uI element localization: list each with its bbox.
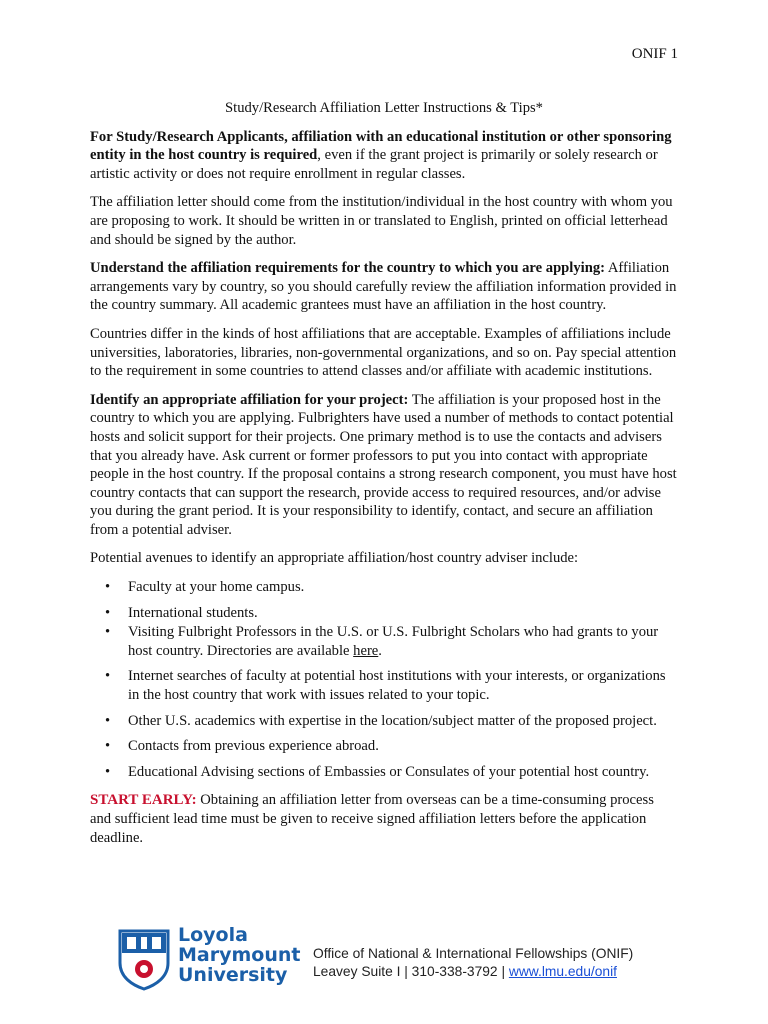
paragraph-countries-differ: Countries differ in the kinds of host affiliations that are acceptable. Examples of affiliations include universities, laboratories, libraries, non-governmental organizations, and so on. Pay special attention to the requirement in some countries to attend classes and/or affiliate with academic institutions.: [90, 325, 677, 380]
paragraph-requirements: [90, 259, 678, 315]
footer: [118, 925, 678, 995]
requirements-text: Affiliation arrangements vary by country, so you should carefully review the affiliation information provided in the country summary. All academic grantees must have an affiliation in the host country.: [90, 260, 677, 314]
identify-affiliation-text: The affiliation is your proposed host in the country to which you are applying. Fulbrighters have used a number of methods to contact potential hosts and solicit support for their projects. One primary method is to use the contacts and advisers that you already have. Ask current or former professors to put you into contact with appropriate people in the host country. If the proposal contains a strong research component, you must have host country contacts that can support the research, provide access to required resources, and/or advise you during the grant period. It is your responsibility to identify, contact, and secure an affiliation from a potential adviser.: [90, 391, 677, 538]
list-item: • Contacts from previous experience abroad.: [128, 737, 678, 756]
list-item: [128, 623, 678, 660]
paragraph-letter-source: The affiliation letter should come from the institution/individual in the host country with whom you are proposing to work. It should be written in or translated to English, printed on official letterhead and should be signed by the author.: [90, 194, 673, 248]
list-item-text: Visiting Fulbright Professors in the U.S. or U.S. Fulbright Scholars who had grants to your host country. Directories are available: [128, 624, 659, 659]
paragraph-affiliation-required: [90, 128, 678, 184]
university-wordmark: [178, 925, 300, 985]
affiliation-required-text: , even if the grant project is primarily or solely research or artistic activity or does not require enrollment in regular classes.: [90, 147, 658, 182]
wordmark-line-1: Loyola: [178, 924, 248, 946]
office-contact: [313, 945, 633, 981]
document-title: Study/Research Affiliation Letter Instructions & Tips*: [225, 100, 543, 116]
office-location-line: [313, 963, 633, 981]
start-early-text: Obtaining an affiliation letter from overseas can be a time-consuming process and sufficient lead time must be given to receive signed affiliation letters before the application deadline.: [90, 792, 654, 846]
affiliation-required-bold: For Study/Research Applicants, affiliation with an educational institution or other sponsoring entity in the host country is required: [90, 128, 672, 164]
paragraph-identify-affiliation: [90, 391, 678, 540]
start-early-label: START EARLY:: [90, 792, 197, 809]
list-item: • Faculty at your home campus.: [128, 578, 678, 597]
document-body: [90, 99, 678, 857]
page-code: ONIF 1: [631, 46, 678, 62]
avenues-list: [90, 578, 678, 781]
list-item: • Educational Advising sections of Embassies or Consulates of your potential host country.: [128, 763, 678, 782]
wordmark-line-2: Marymount: [178, 944, 301, 966]
office-name: Office of National & International Fellowships (ONIF): [313, 946, 634, 961]
paragraph-start-early: [90, 791, 678, 847]
avenues-intro: Potential avenues to identify an appropriate affiliation/host country adviser include:: [90, 550, 579, 567]
identify-affiliation-bold: Identify an appropriate affiliation for your project:: [90, 391, 409, 408]
directories-link[interactable]: here: [353, 642, 379, 659]
university-crest-icon: [118, 929, 170, 991]
office-location: Leavey Suite I | 310-338-3792 |: [313, 964, 509, 979]
list-item: • Other U.S. academics with expertise in the location/subject matter of the proposed project.: [128, 712, 678, 731]
list-item: • International students.: [128, 604, 678, 623]
list-item: • Internet searches of faculty at potential host institutions with your interests, or organizations in the host country that work with issues related to your topic.: [128, 667, 678, 704]
list-item-end: .: [378, 642, 382, 659]
wordmark-line-3: University: [178, 964, 288, 986]
requirements-bold: Understand the affiliation requirements for the country to which you are applying:: [90, 260, 605, 277]
office-website-link[interactable]: www.lmu.edu/onif: [508, 964, 617, 979]
